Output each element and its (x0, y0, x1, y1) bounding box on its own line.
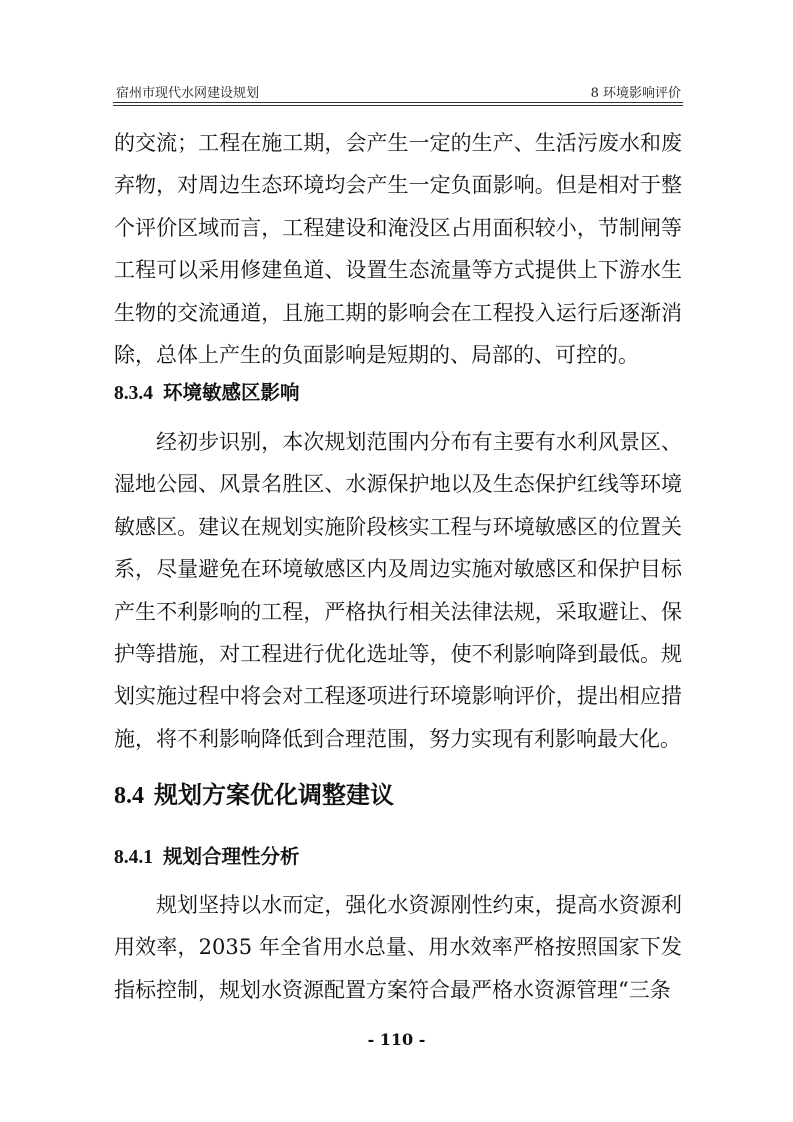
section-number: 8.4.1 (114, 847, 153, 868)
paragraph-rationality: 规划坚持以水而定，强化水资源刚性约束，提高水资源利用效率，2035 年全省用水总量、用水效率严格按照国家下发指标控制，规划水资源配置方案符合最严格水资源管理“三条 (114, 893, 682, 1002)
header-rule-thin (113, 105, 683, 106)
section-heading-8-4 (114, 775, 674, 810)
section-heading-8-3-4 (114, 377, 674, 405)
header-document-title: 宿州市现代水网建设规划 (116, 86, 260, 101)
running-header (113, 80, 683, 102)
section-heading-8-4-1 (114, 841, 674, 869)
section-number: 8.4 (114, 783, 144, 809)
section-title: 规划方案优化调整建议 (154, 781, 394, 809)
section-title: 环境敏感区影响 (163, 381, 300, 404)
header-rule (113, 102, 683, 103)
section-title: 规划合理性分析 (163, 845, 300, 868)
section-number: 8.3.4 (114, 383, 153, 404)
paragraph-sensitive-areas: 经初步识别，本次规划范围内分布有主要有水利风景区、湿地公园、风景名胜区、水源保护地以及生态保护红线等环境敏感区。建议在规划实施阶段核实工程与环境敏感区的位置关系，尽量避免在环境敏感区内及周边实施对敏感区和保护目标产生不利影响的工程，严格执行相关法律法规，采取避让、保护等措施，对工程进行优化选址等，使不利影响降到最低。规划实施过程中将会对工程逐项进行环境影响评价，提出相应措施，将不利影响降低到合理范围，努力实现有利影响最大化。 (114, 430, 682, 751)
page-number: - 110 - (367, 1030, 426, 1049)
header-chapter-title: 8 环境影响评价 (590, 86, 681, 101)
paragraph-continued: 的交流；工程在施工期，会产生一定的生产、生活污废水和废弃物，对周边生态环境均会产生一定负面影响。但是相对于整个评价区域而言，工程建设和淹没区占用面积较小，节制闸等工程可以采用修建鱼道、设置生态流量等方式提供上下游水生生物的交流通道，且施工期的影响会在工程投入运行后逐渐消除，总体上产生的负面影响是短期的、局部的、可控的。 (114, 131, 682, 368)
